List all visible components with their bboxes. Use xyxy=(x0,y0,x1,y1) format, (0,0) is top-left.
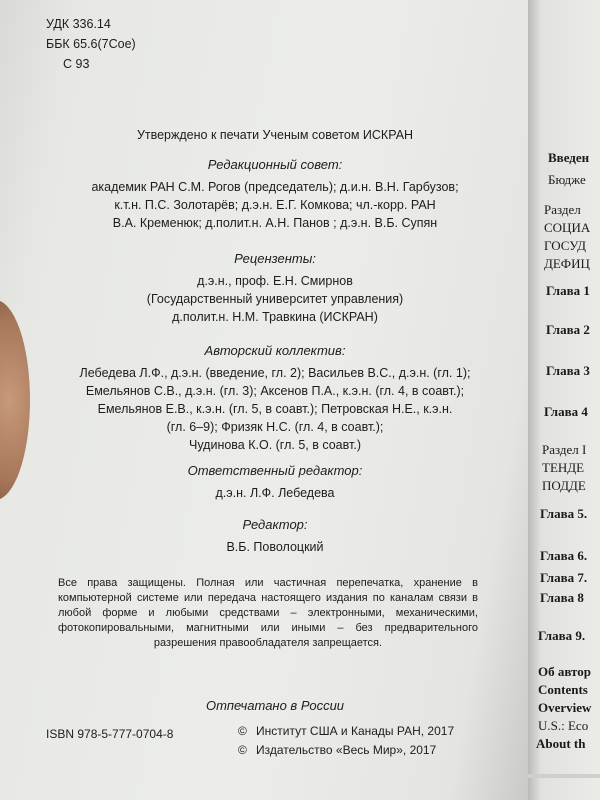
author-line: Чудинова К.О. (гл. 5, в соавт.) xyxy=(189,438,361,452)
copyright-icon: © xyxy=(238,743,247,757)
copyright-icon: © xyxy=(238,724,247,738)
toc-entry: ДЕФИЦ xyxy=(544,256,590,271)
toc-entry: Contents xyxy=(538,682,588,697)
reviewer-line: д.э.н., проф. Е.Н. Смирнов xyxy=(197,274,353,288)
responsible-editor xyxy=(40,462,510,502)
editorial-board-heading: Редакционный совет: xyxy=(207,157,343,172)
editor-heading: Редактор: xyxy=(242,517,308,532)
toc-entry: Глава 2 xyxy=(546,322,590,337)
author-line: (гл. 6–9); Фризяк Н.С. (гл. 4, в соавт.); xyxy=(166,420,384,434)
copyright-block xyxy=(238,722,454,760)
reviewer-line: д.полит.н. Н.М. Травкина (ИСКРАН) xyxy=(172,310,378,324)
toc-entry: Раздел xyxy=(544,202,581,217)
toc-entry: Раздел I xyxy=(542,442,587,457)
reviewers-heading: Рецензенты: xyxy=(234,251,316,266)
rights-notice: Все права защищены. Полная или частичная перепечатка, хранение в компьютерной системе или передача настоящего издания по каналам связи в любой форме и любыми средствами – электронными, механическими, фотокопировальными, магнитными или иными – без предварительного разрешения правообладателя запрещается. xyxy=(58,577,478,649)
editorial-board-line: академик РАН С.М. Рогов (председатель); д.и.н. В.Н. Гарбузов; xyxy=(91,180,459,194)
classification-block xyxy=(46,14,136,74)
editorial-board-line: В.А. Кременюк; д.полит.н. А.Н. Панов ; д.э.н. В.Б. Супян xyxy=(112,216,438,230)
responsible-editor-name: д.э.н. Л.Ф. Лебедева xyxy=(215,486,335,500)
editor-name: В.Б. Поволоцкий xyxy=(226,540,324,554)
toc-entry: Бюдже xyxy=(548,172,586,187)
toc-entry: Глава 6. xyxy=(540,548,588,563)
toc-entry: Об автор xyxy=(538,664,592,679)
reviewer-line: (Государственный университет управления) xyxy=(146,292,404,306)
reviewers xyxy=(40,250,510,326)
author-code: С 93 xyxy=(63,57,90,71)
contents-page-edge xyxy=(528,0,600,800)
toc-entry: Глава 9. xyxy=(538,628,586,643)
toc-entry: Глава 3 xyxy=(546,363,590,378)
approval-line: Утверждено к печати Ученым советом ИСКРАН xyxy=(136,128,414,142)
page-stack-edge xyxy=(528,774,600,778)
responsible-editor-heading: Ответственный редактор: xyxy=(187,463,363,478)
copyright-line: © Институт США и Канады РАН, 2017 xyxy=(238,722,454,741)
toc-entry: Глава 5. xyxy=(540,506,588,521)
author-line: Лебедева Л.Ф., д.э.н. (введение, гл. 2); Васильев В.С., д.э.н. (гл. 1); xyxy=(79,366,471,380)
toc-entry: СОЦИА xyxy=(544,220,591,235)
toc-entry: Overview xyxy=(538,700,592,715)
toc-entry: Введен xyxy=(548,150,590,165)
toc-entry: ГОСУД xyxy=(544,238,586,253)
udk-code: УДК 336.14 xyxy=(46,17,111,31)
editor xyxy=(40,516,510,556)
toc-entry: Глава 7. xyxy=(540,570,588,585)
author-line: Емельянов Е.В., к.э.н. (гл. 5, в соавт.); Петровская Н.Е., к.э.н. xyxy=(97,402,453,416)
isbn: ISBN 978-5-777-0704-8 xyxy=(46,727,174,741)
authors-heading: Авторский коллектив: xyxy=(204,343,346,358)
toc-entry: Глава 1 xyxy=(546,283,590,298)
toc-entry: ПОДДЕ xyxy=(542,478,586,493)
printed-in: Отпечатано в России xyxy=(205,698,345,713)
toc-entry: U.S.: Eco xyxy=(538,718,589,733)
toc-entry: ТЕНДЕ xyxy=(542,460,585,475)
editorial-board-line: к.т.н. П.С. Золотарёв; д.э.н. Е.Г. Комкова; чл.-корр. РАН xyxy=(114,198,436,212)
copyright-line: © Издательство «Весь Мир», 2017 xyxy=(238,741,454,760)
bbk-code: ББК 65.6(7Сое) xyxy=(46,37,136,51)
editorial-board xyxy=(40,156,510,232)
authors xyxy=(40,342,510,454)
toc-entry: Глава 4 xyxy=(544,404,588,419)
author-line: Емельянов С.В., д.э.н. (гл. 3); Аксенов П.А., к.э.н. (гл. 4, в соавт.); xyxy=(85,384,465,398)
toc-entry: Глава 8 xyxy=(540,590,584,605)
toc-entry: About th xyxy=(536,736,586,751)
